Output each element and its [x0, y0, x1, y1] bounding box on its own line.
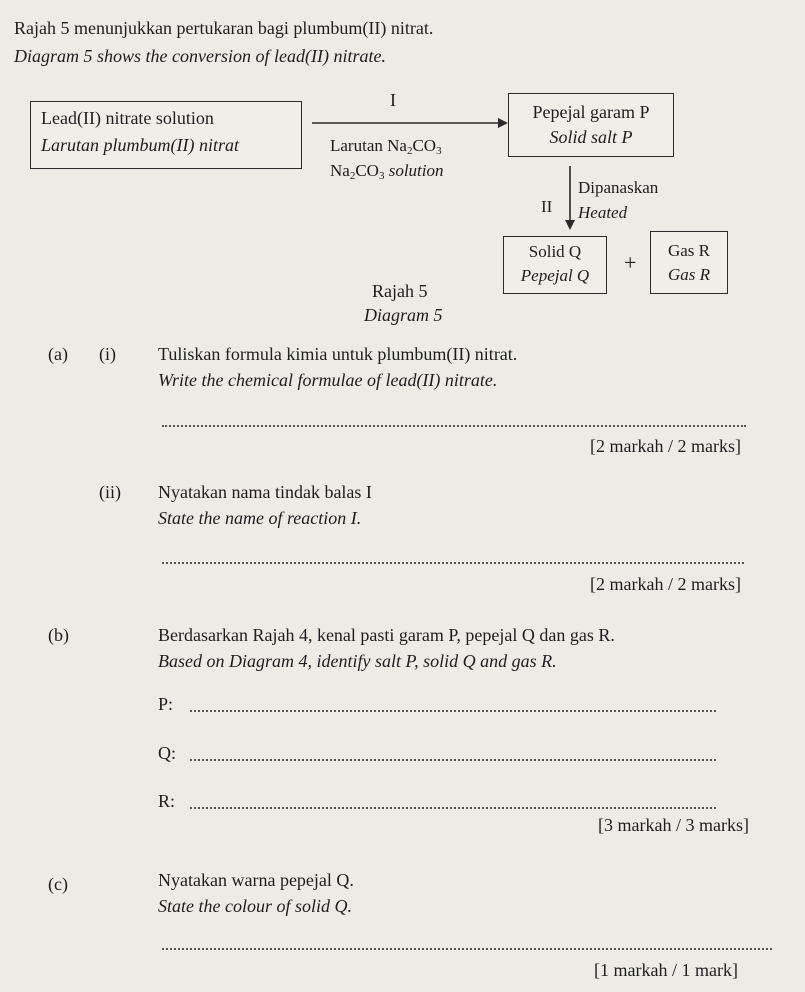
box-solid-q-line2: Pepejal Q [520, 266, 590, 285]
question-c-label: (c) [48, 874, 68, 894]
heated-english: Heated [578, 203, 628, 222]
marks-b: [3 markah / 3 marks] [598, 815, 749, 835]
question-a-ii-malay: Nyatakan nama tindak balas I [158, 482, 372, 502]
answer-label-p: P: [158, 694, 174, 714]
marks-a-ii: [2 markah / 2 marks] [590, 574, 741, 594]
box-salt-p-line2: Solid salt P [549, 127, 633, 147]
box-lead-nitrate [30, 101, 302, 169]
answer-line-q[interactable] [190, 759, 716, 761]
answer-line-r[interactable] [190, 807, 716, 809]
box-gas-r-line2: Gas R [667, 265, 711, 284]
answer-line-p[interactable] [190, 710, 716, 712]
box-lead-nitrate-line1: Lead(II) nitrate solution [41, 108, 214, 128]
answer-label-q: Q: [158, 743, 176, 763]
marks-a-i: [2 markah / 2 marks] [590, 436, 741, 456]
answer-line-c[interactable] [162, 948, 772, 950]
answer-line-a-ii[interactable] [162, 562, 744, 564]
arrow-II-label: II [541, 197, 553, 216]
question-b-label: (b) [48, 625, 69, 645]
question-a-ii-label: (ii) [99, 482, 121, 502]
box-lead-nitrate-line2: Larutan plumbum(II) nitrat [41, 135, 239, 155]
diagram-caption-english: Diagram 5 [364, 305, 443, 325]
marks-c: [1 markah / 1 mark] [594, 960, 738, 980]
question-b-english: Based on Diagram 4, identify salt P, solid Q and gas R. [158, 651, 557, 671]
heated-malay: Dipanaskan [578, 178, 659, 197]
question-a-label: (a) [48, 344, 68, 364]
box-solid-q-line1: Solid Q [528, 242, 582, 261]
question-a-i-label: (i) [99, 344, 116, 364]
reagent-english: $Na_2CO_3$ solution [330, 161, 444, 182]
box-gas-r [650, 231, 728, 294]
intro-malay: Rajah 5 menunjukkan pertukaran bagi plumbum(II) nitrat. [14, 18, 434, 38]
reagent-malay: Larutan $Na_2CO_3$ [330, 136, 442, 157]
box-gas-r-line1: Gas R [667, 241, 711, 260]
arrow-II [563, 166, 577, 230]
question-c-english: State the colour of solid Q. [158, 896, 352, 916]
arrow-I-label: I [390, 90, 396, 110]
box-solid-q [503, 236, 607, 294]
plus-sign: + [624, 250, 637, 275]
question-b-malay: Berdasarkan Rajah 4, kenal pasti garam P, pepejal Q dan gas R. [158, 625, 615, 645]
intro-english: Diagram 5 shows the conversion of lead(II) nitrate. [14, 46, 386, 66]
question-a-ii-english: State the name of reaction I. [158, 508, 362, 528]
answer-line-a-i[interactable] [162, 425, 746, 427]
question-a-i-malay: Tuliskan formula kimia untuk plumbum(II) nitrat. [158, 344, 518, 364]
answer-label-r: R: [158, 791, 176, 811]
box-salt-p-line1: Pepejal garam P [532, 102, 650, 122]
arrow-I [312, 116, 508, 130]
diagram-caption-malay: Rajah 5 [372, 281, 428, 301]
question-a-i-english: Write the chemical formulae of lead(II) nitrate. [158, 370, 498, 390]
box-salt-p [508, 93, 674, 157]
question-c-malay: Nyatakan warna pepejal Q. [158, 870, 354, 890]
